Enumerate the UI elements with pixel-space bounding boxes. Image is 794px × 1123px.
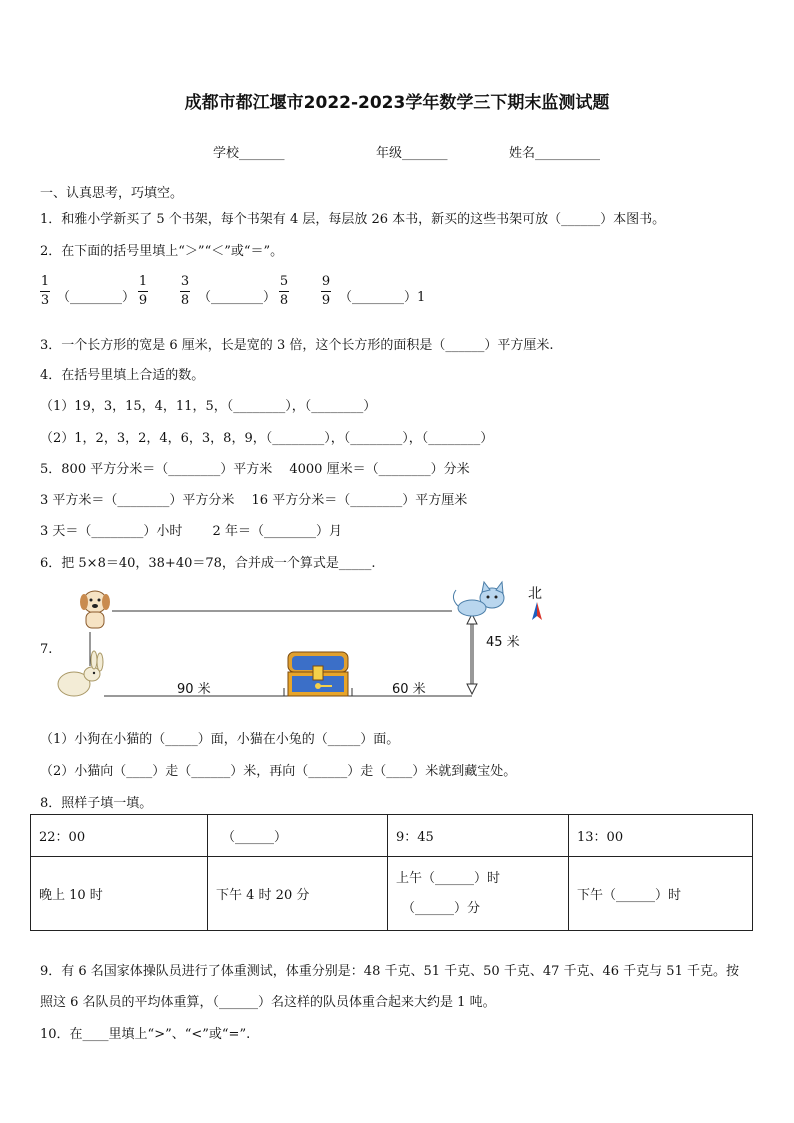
table-cell-blank[interactable]: （______） bbox=[208, 815, 388, 857]
compare-blank[interactable]: （________）1 bbox=[339, 290, 426, 305]
question-5-line-1: 5．800 平方分米＝（________）平方米 4000 厘米＝（________）分米 bbox=[40, 462, 470, 477]
denominator: 8 bbox=[180, 293, 190, 308]
question-8: 8．照样子填一填。 bbox=[40, 796, 153, 811]
question-4-part-2: （2）1，2，3，2，4，6，3，8，9，（________），（________），（________） bbox=[40, 431, 494, 446]
fraction-9-9 bbox=[321, 274, 331, 309]
numerator: 5 bbox=[279, 274, 289, 289]
numerator: 1 bbox=[138, 274, 148, 289]
question-4-part-1: （1）19，3，15，4，11，5，（________），（________） bbox=[40, 399, 377, 414]
question-6: 6．把 5×8＝40，38+40＝78，合并成一个算式是_____. bbox=[40, 556, 376, 571]
rabbit-icon bbox=[58, 651, 103, 696]
page-title: 成都市都江堰市2022-2023学年数学三下期末监测试题 bbox=[184, 93, 610, 113]
denominator: 9 bbox=[138, 293, 148, 308]
question-10: 10．在____里填上“>”、“<”或“=”. bbox=[40, 1027, 251, 1042]
hour-blank[interactable]: 上午（______）时 bbox=[396, 870, 501, 886]
table-cell: 13：00 bbox=[569, 815, 753, 857]
question-1: 1．和雅小学新买了 5 个书架，每个书架有 4 层，每层放 26 本书，新买的这些书架可放（______）本图书。 bbox=[40, 212, 666, 227]
table-row bbox=[31, 857, 753, 931]
question-7-number: 7. bbox=[40, 642, 53, 657]
table-cell: 下午 4 时 20 分 bbox=[208, 857, 388, 931]
question-9-line-2: 照这 6 名队员的平均体重算，（______）名这样的队员体重合起来大约是 1 吨。 bbox=[40, 995, 496, 1010]
fraction-5-8 bbox=[279, 274, 289, 309]
north-arrow-icon bbox=[532, 602, 542, 620]
fraction-1-9 bbox=[138, 274, 148, 309]
cat-icon bbox=[453, 582, 504, 616]
school-field[interactable]: 学校_______ bbox=[213, 146, 285, 161]
table-cell: 晚上 10 时 bbox=[31, 857, 208, 931]
minute-blank[interactable]: （______）分 bbox=[402, 900, 481, 916]
distance-label-90m: 90 米 bbox=[177, 682, 211, 697]
distance-label-45m: 45 米 bbox=[486, 635, 520, 650]
question-7-part-1: （1）小狗在小猫的（_____）面，小猫在小兔的（_____）面。 bbox=[40, 732, 400, 747]
question-7-part-2: （2）小猫向（____）走（______）米，再向（______）走（____）米就到藏宝处。 bbox=[40, 764, 517, 779]
table-row bbox=[31, 815, 753, 857]
compare-blank[interactable]: （________） bbox=[57, 290, 136, 305]
question-5-line-2: 3 平方米＝（________）平方分米 16 平方分米＝（________）平方厘米 bbox=[40, 493, 468, 508]
fraction-3-8 bbox=[180, 274, 190, 309]
fraction-1-3 bbox=[40, 274, 50, 309]
arrow-head-down bbox=[467, 684, 477, 694]
question-5-line-3: 3 天＝（________）小时 2 年＝（________）月 bbox=[40, 524, 342, 539]
section-heading: 一、认真思考，巧填空。 bbox=[40, 186, 184, 201]
compare-blank[interactable]: （________） bbox=[198, 290, 277, 305]
name-field[interactable]: 姓名__________ bbox=[509, 146, 601, 161]
grade-field[interactable]: 年级_______ bbox=[376, 146, 448, 161]
denominator: 3 bbox=[40, 293, 50, 308]
time-conversion-table bbox=[30, 814, 753, 931]
dog-icon bbox=[80, 591, 110, 628]
distance-label-60m: 60 米 bbox=[392, 682, 426, 697]
numerator: 1 bbox=[40, 274, 50, 289]
treasure-map-diagram bbox=[40, 580, 560, 705]
numerator: 3 bbox=[180, 274, 190, 289]
question-4: 4．在括号里填上合适的数。 bbox=[40, 368, 205, 383]
treasure-chest-icon bbox=[288, 652, 348, 696]
question-9-line-1: 9．有 6 名国家体操队员进行了体重测试，体重分别是：48 千克、51 千克、50 千克、47 千克、46 千克与 51 千克。按 bbox=[40, 964, 739, 979]
denominator: 9 bbox=[321, 293, 331, 308]
table-cell-blank[interactable]: 下午（______）时 bbox=[569, 857, 753, 931]
numerator: 9 bbox=[321, 274, 331, 289]
table-cell-blank[interactable] bbox=[388, 857, 569, 931]
question-3: 3．一个长方形的宽是 6 厘米，长是宽的 3 倍，这个长方形的面积是（______）平方厘米. bbox=[40, 338, 554, 353]
table-cell: 22：00 bbox=[31, 815, 208, 857]
north-label: 北 bbox=[528, 586, 542, 602]
question-2: 2．在下面的括号里填上“＞”“＜”或“＝”。 bbox=[40, 244, 284, 259]
table-cell: 9：45 bbox=[388, 815, 569, 857]
denominator: 8 bbox=[279, 293, 289, 308]
